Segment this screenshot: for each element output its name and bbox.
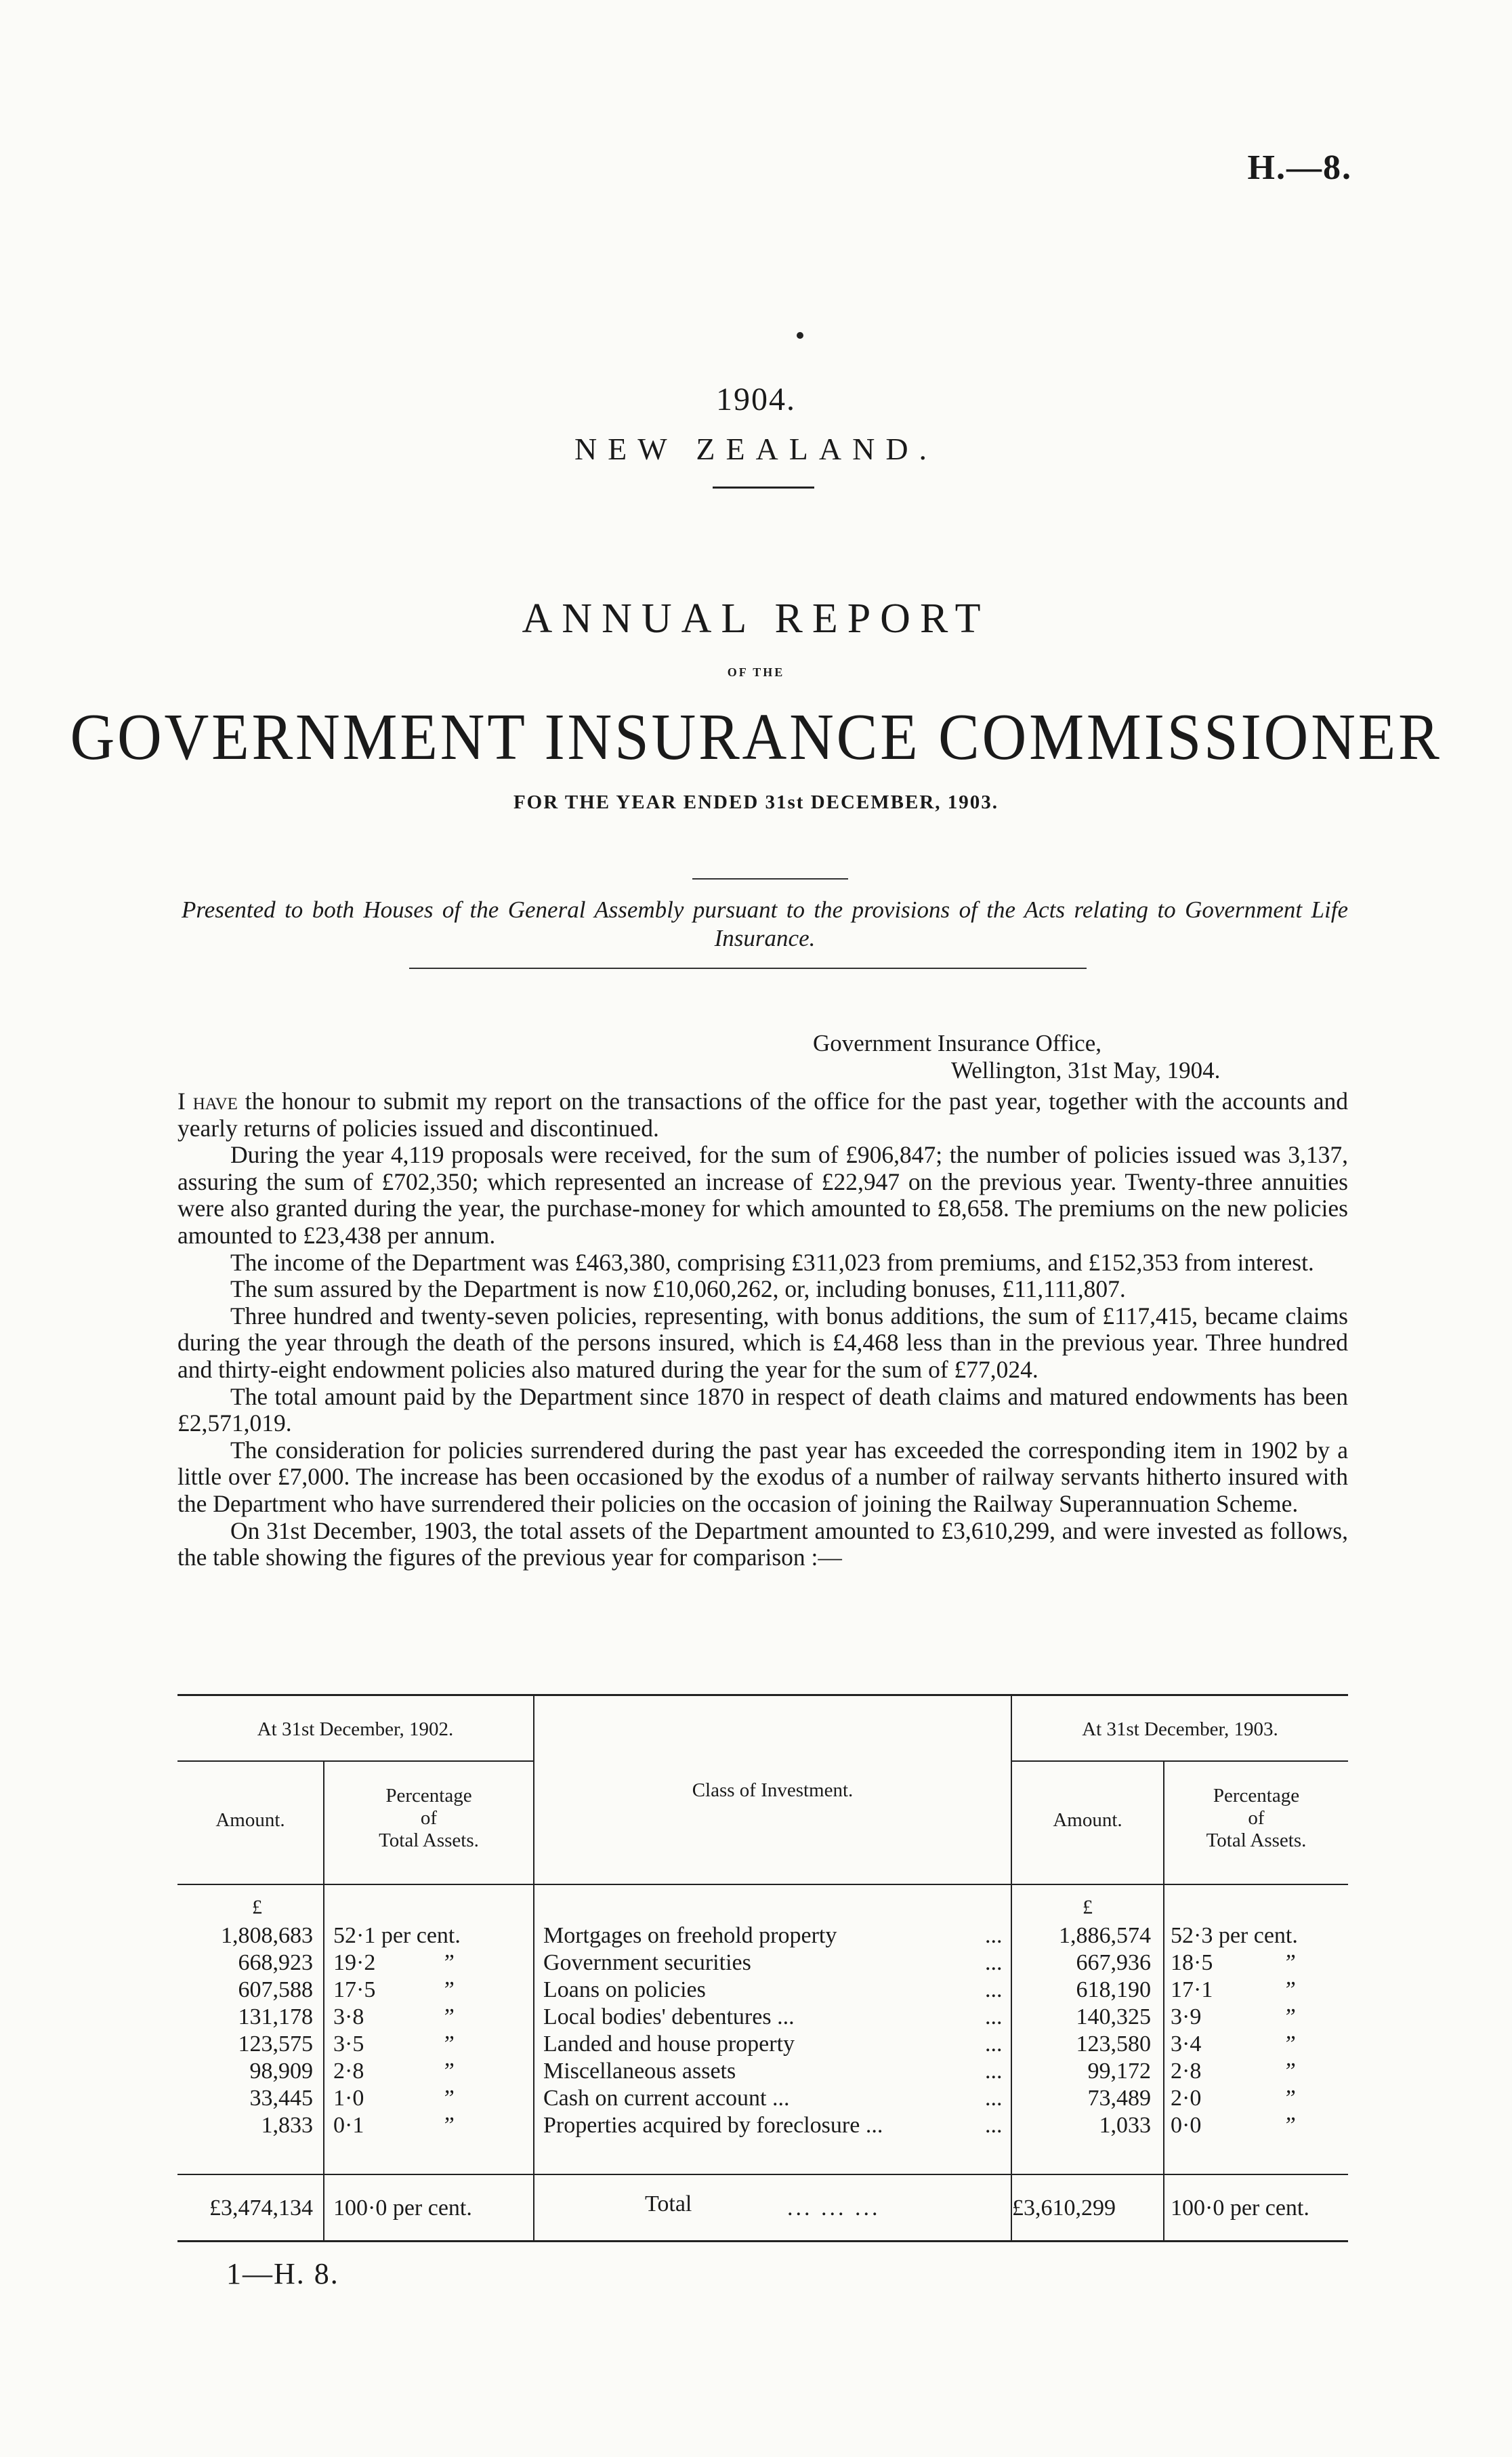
- pct-1902: 2·8: [333, 2059, 364, 2084]
- report-year: 1904.: [716, 381, 796, 417]
- total-pct-1903: 100·0 per cent.: [1171, 2195, 1309, 2221]
- leader-dots: ...: [985, 2031, 1003, 2057]
- ditto-1902: ”: [442, 1950, 455, 1975]
- divider-rule: [713, 487, 814, 489]
- investment-class: Government securities: [543, 1950, 751, 1975]
- paragraph: The income of the Department was £463,380, comprising £311,023 from premiums, and £152,353 from interest.: [230, 1248, 1314, 1276]
- ditto-1902: ”: [442, 1977, 455, 2002]
- amount-1903: 1,886,574: [1059, 1923, 1151, 1948]
- header-pct-line: Percentage: [1213, 1785, 1300, 1806]
- ditto-1902: ”: [442, 2059, 455, 2084]
- investment-class: Mortgages on freehold property: [543, 1923, 837, 1948]
- amount-1903: 140,325: [1076, 2004, 1151, 2029]
- pct-1903: 2·8: [1171, 2059, 1202, 2084]
- report-title: ANNUAL REPORT: [522, 596, 990, 642]
- investment-class: Landed and house property: [543, 2031, 795, 2057]
- header-percentage-1903: [1164, 1785, 1348, 1852]
- paragraph: During the year 4,119 proposals were received, for the sum of £906,847; the number of policies issued was 3,137, assuring the sum of £702,350; which represented an increase of £22,947 on the previous year. Twenty-three annuities were also granted during the year, the purchase-money for which amounted to £8,658. The premiums on the new policies amounted to £23,438 per annum.: [177, 1141, 1348, 1249]
- header-pct-line: Percentage: [385, 1785, 472, 1806]
- amount-1902: 1,833: [261, 2113, 313, 2138]
- total-1902: £3,474,134: [209, 2195, 313, 2221]
- table-rule: [177, 2240, 1348, 2242]
- divider-rule: [409, 968, 1087, 969]
- amount-1902: 131,178: [238, 2004, 313, 2029]
- page-code: H.—8.: [1247, 148, 1352, 187]
- amount-1903: 99,172: [1087, 2059, 1151, 2084]
- period-heading: FOR THE YEAR ENDED 31st DECEMBER, 1903.: [513, 791, 999, 813]
- amount-1902: 668,923: [238, 1950, 313, 1975]
- header-1902: At 31st December, 1902.: [257, 1718, 454, 1740]
- amount-1903: 1,033: [1099, 2113, 1151, 2138]
- amount-1903: 73,489: [1087, 2086, 1151, 2111]
- header-amount-1903: Amount.: [1053, 1809, 1122, 1831]
- ditto-1903: ”: [1283, 2004, 1296, 2029]
- table-rule: [177, 1694, 1348, 1696]
- currency-symbol-1903: £: [1083, 1896, 1093, 1918]
- ditto-1903: ”: [1283, 2086, 1296, 2111]
- table-rule: [533, 1694, 534, 2242]
- leader-dots: ...: [985, 1923, 1003, 1948]
- printer-dot: [797, 332, 803, 339]
- leader-dots: ...: [985, 2004, 1003, 2029]
- country-heading: NEW ZEALAND.: [574, 432, 938, 466]
- paragraph: The consideration for policies surrendered during the past year has exceeded the corresponding item in 1902 by a little over £7,000. The increase has been occasioned by the exodus of a number of railway servants hitherto insured with the Department who have surrendered their policies on the occasion of joining the Railway Superannuation Scheme.: [177, 1436, 1348, 1517]
- investment-class: Loans on policies: [543, 1977, 706, 2002]
- amount-1903: 618,190: [1076, 1977, 1151, 2002]
- table-rule: [177, 1760, 533, 1762]
- total-pct-1902: 100·0 per cent.: [333, 2195, 472, 2221]
- header-percentage-1902: [324, 1785, 533, 1852]
- pct-1903: 3·4: [1171, 2031, 1202, 2057]
- header-pct-line: of: [420, 1807, 438, 1829]
- amount-1902: 33,445: [249, 2086, 313, 2111]
- currency-symbol-1902: £: [252, 1896, 262, 1918]
- amount-1903: 667,936: [1076, 1950, 1151, 1975]
- of-the-label: OF THE: [727, 665, 785, 679]
- header-amount-1902: Amount.: [215, 1809, 285, 1831]
- pct-1902: 1·0: [333, 2086, 364, 2111]
- investment-class: Cash on current account ...: [543, 2086, 790, 2111]
- amount-1902: 1,808,683: [221, 1923, 313, 1948]
- ditto-1902: ”: [442, 2113, 455, 2138]
- leader-dots: ...: [985, 1977, 1003, 2002]
- pct-1903: 17·1: [1171, 1977, 1213, 2002]
- paragraph: [177, 1088, 1348, 1142]
- amount-1902: 607,588: [238, 1977, 313, 2002]
- amount-1902: 98,909: [249, 2059, 313, 2084]
- investment-table: [177, 1694, 1348, 2243]
- header-pct-line: of: [1248, 1807, 1265, 1829]
- investment-class: Properties acquired by foreclosure ...: [543, 2113, 883, 2138]
- subject-heading: GOVERNMENT INSURANCE COMMISSIONER: [70, 701, 1442, 774]
- header-class: Class of Investment.: [692, 1779, 854, 1801]
- presented-note: Presented to both Houses of the General Assembly pursuant to the provisions of the Acts relating to Government Life Insurance.: [182, 896, 1348, 951]
- ditto-1902: ”: [442, 2004, 455, 2029]
- paragraph: Three hundred and twenty-seven policies, representing, with bonus additions, the sum of £117,415, became claims during the year through the death of the persons insured, which is £4,468 less than in the previous year. Three hundred and thirty-eight endowment policies also matured during the year for the sum of £77,024.: [177, 1302, 1348, 1383]
- letter-body: [177, 1088, 1348, 1571]
- pct-1902: 52·1 per cent.: [333, 1923, 461, 1948]
- table-rule: [1011, 1760, 1348, 1762]
- header-pct-line: Total Assets.: [1206, 1830, 1307, 1851]
- amount-1902: 123,575: [238, 2031, 313, 2057]
- pct-1902: 0·1: [333, 2113, 364, 2138]
- investment-class: Local bodies' debentures ...: [543, 2004, 795, 2029]
- paragraph-text: the honour to submit my report on the transactions of the office for the past year, together with the accounts and yearly returns of policies issued and discontinued.: [177, 1088, 1348, 1142]
- ditto-1903: ”: [1283, 1977, 1296, 2002]
- total-label: Total: [645, 2191, 692, 2216]
- ditto-1903: ”: [1283, 2113, 1296, 2138]
- ditto-1902: ”: [442, 2086, 455, 2111]
- divider-rule: [692, 878, 848, 880]
- page-signature: 1—H. 8.: [226, 2257, 339, 2290]
- pct-1902: 3·8: [333, 2004, 364, 2029]
- ditto-1902: ”: [442, 2031, 455, 2057]
- pct-1902: 19·2: [333, 1950, 376, 1975]
- leader-dots: ...: [985, 2113, 1003, 2138]
- pct-1903: 3·9: [1171, 2004, 1202, 2029]
- address-line-2: Wellington, 31st May, 1904.: [951, 1057, 1221, 1083]
- paragraph: On 31st December, 1903, the total assets of the Department amounted to £3,610,299, and were invested as follows, the table showing the figures of the previous year for comparison :—: [177, 1516, 1348, 1571]
- header-pct-line: Total Assets.: [379, 1830, 479, 1851]
- pct-1903: 0·0: [1171, 2113, 1202, 2138]
- opening-word: I have: [177, 1088, 238, 1115]
- address-line-1: Government Insurance Office,: [813, 1030, 1101, 1056]
- pct-1902: 3·5: [333, 2031, 364, 2057]
- ditto-1903: ”: [1283, 2059, 1296, 2084]
- ditto-1903: ”: [1283, 1950, 1296, 1975]
- amount-1903: 123,580: [1076, 2031, 1151, 2057]
- ditto-1903: ”: [1283, 2031, 1296, 2057]
- leader-dots: ...: [985, 1950, 1003, 1975]
- leader-dots: ...: [985, 2086, 1003, 2111]
- paragraph: The total amount paid by the Department since 1870 in respect of death claims and matured endowments has been £2,571,019.: [177, 1382, 1348, 1437]
- total-dots: ... ... ...: [787, 2195, 881, 2221]
- pct-1903: 2·0: [1171, 2086, 1202, 2111]
- pct-1903: 18·5: [1171, 1950, 1213, 1975]
- paragraph: The sum assured by the Department is now £10,060,262, or, including bonuses, £11,111,807.: [230, 1275, 1126, 1303]
- pct-1903: 52·3 per cent.: [1171, 1923, 1298, 1948]
- investment-class: Miscellaneous assets: [543, 2059, 736, 2084]
- pct-1902: 17·5: [333, 1977, 376, 2002]
- total-1903: £3,610,299: [1012, 2195, 1116, 2221]
- leader-dots: ...: [985, 2059, 1003, 2084]
- header-1903: At 31st December, 1903.: [1082, 1718, 1278, 1740]
- table-rule: [177, 2174, 1348, 2175]
- table-rule: [177, 1884, 1348, 1885]
